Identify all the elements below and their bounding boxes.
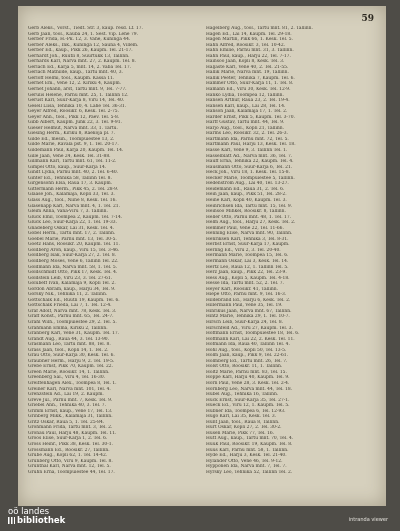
directory-entry: Hoffmann Karl, Lai 22, 2. Kesk. Tel. 11. [206, 336, 295, 342]
directory-entry: Gilde Ed., mesin., Toompuiestee 13, 2. [28, 136, 115, 142]
directory-entry: Greiffenhagen Alex., Toompea 8, Tel. 1. [28, 381, 117, 386]
directory-entry: Hermann Marie, Toompea 15, Tel. 6. [206, 253, 289, 259]
directory-entry: Grünthal Karl, Narva mnt. 12, Tel. 5. [28, 464, 111, 470]
directory-entry: Gerlach Ed., Karja 5, mnt. 14, 2. Vaba Tel. 17. [28, 64, 132, 70]
directory-entry: Goetz Hans, Roosikr. 20, Kaupm. Tel. 11. [28, 242, 120, 248]
directory-entry: Glück Leo, Suur-Karja 22, 1. Tel. 19-33. [28, 220, 118, 226]
directory-entry: Glasenapp Karl, Narva mnt. 4, 1. Tel. 21. [28, 203, 120, 209]
directory-entry: Hütt Aug., kaup., Tartu mnt. 70, Tel. 4. [206, 436, 294, 442]
directory-entry: Hamann Ed., Viru 30, Kesk. Tel. 12-9. [206, 87, 291, 93]
directory-entry: Hemmer Paul, Vene 22, Tel. 11-66. [206, 225, 284, 231]
directory-entry: Harder Ernst, Pikk 5, Kaupm. Tel. 3-70. [206, 114, 295, 120]
directory-entry: Hallik Marie, Narva mnt. 19, Tallinn. [206, 70, 289, 76]
directory-entry: Grohmann Frida, Tartu mnt. 3, Tel. 2. [28, 425, 113, 431]
directory-entry: Gernet Johann, arst, Tartu mnt. 9, Tel. 7-77. [28, 87, 127, 93]
directory-entry: Goldstein Leib, Viru 23, 3. Tel. 27-61. [28, 275, 113, 281]
directory-entry: Hagen Ed., Lai 14, Kaupm. Tel. 29-18. [206, 31, 292, 37]
directory-entry: Hurt Oskar, Kopli 27, 2. Tel. 30-2. [206, 425, 282, 431]
directory-entry: Hainsoo Jaan, Kopli 8, Kesk. Tel. 3. [206, 59, 285, 65]
directory-entry: Gibb Albert, Kaupm. Juhk 22, 3. Tel. 9-91. [28, 120, 122, 126]
directory-entry: Gittermann Herm., Pikk 45, 2. Tel. 28-9. [28, 186, 119, 192]
directory-entry: Gruhn Erna, Toompuiestee 44, Tel. 17. [28, 469, 115, 475]
directory-entry: Hahn Paul, kaup., Harju 22, Tel. 7-17. [206, 53, 291, 59]
directory-entry: Holst Otto, Roosikr. 11, 1. Tallinn. [206, 364, 283, 370]
directory-entry: Hauff Erna, Tehnika 22, Kaupm. Tel. 4. [206, 159, 294, 165]
directory-entry: Heine Karl, Kopli 40, Kaupm. Tel. 3. [206, 197, 287, 203]
directory-entry: Grebe Ernst, Pikk 70, Kaupm. Tel. 22. [28, 364, 113, 370]
directory-entry: Hagelberg Aug., tööl., Tartu mnt. 81, 2. Tallinn. [206, 26, 313, 31]
directory-entry: Grass Jaan, tööl., Kopli 14, 1. Tel. 2. [28, 347, 109, 353]
directory-entry: Grasmann Leo, Tartu mnt. 88, Tel. 8. [28, 342, 111, 348]
directory-entry: Greiner Karl, Narva mnt. 101, Tel. 4. [28, 386, 111, 392]
directory-entry: Geyer Alfred, Roosikr. 6, Kesk. Tel. 2-75. [28, 109, 120, 115]
directory-entry: Hallik Peeter, Tehnika 7, Kaupm. Tel. 6. [206, 75, 295, 81]
directory-entry: Gerb Jaan, tööl., Kauba 24, 1. Sest. Vip. Lehe 79. [28, 31, 139, 37]
directory-entry: Hansen Karl, kaup., Lai 28, Tel. 14. [206, 103, 286, 109]
directory-entry: Hintz Marie, Tehnika 29, 1. Tel. 10-7. [206, 314, 290, 320]
directory-entry: Gerber Aleks., Ink., Kuninga 12, Sauna 4, Villem. [28, 42, 139, 48]
directory-entry: Hagen Martin, Pikk 66, 1. Kesk. Tel. 5. [206, 37, 293, 43]
directory-entry: Hahn Alfred, Roosikr. 3, Tel. 10-42. [206, 42, 286, 48]
directory-entry: Goldberg Aron, kaup., Viru 15, Tel. 3-46. [28, 247, 120, 253]
directory-entry: Hildebrand Ed., Harju 6, Kesk. Tel. 2. [206, 297, 291, 303]
directory-entry: Hylander Otto, Vene 46, Tel. 9-12. [206, 458, 283, 464]
directory-entry: Hanko Lydia, Toompea 12, Tallinn. [206, 92, 284, 98]
directory-entry: Hartmann Paul, Harju 13, Kesk. Tel. 18. [206, 142, 296, 148]
logo-line-1: oö landes [8, 507, 50, 517]
directory-entry: Heinsoo Mihkel, Roosikr. 8, Tallinn. [206, 209, 286, 215]
directory-entry: Hecker Marie, Toompuiestee 5, Tallinn. [206, 175, 295, 181]
scanned-page [18, 6, 386, 506]
directory-entry: Golubeff Ivan, Kalamaja 9, Kopli Tel. 2. [28, 281, 116, 287]
directory-entry: Grandt Aug., Raua 44, 3. Tel. 13-90. [28, 336, 110, 342]
directory-entry: Heyer Karl, Roosikr. 41, Tallinn. [206, 286, 279, 292]
directory-entry: Gerloff Helmi, tööl., Kaupm. Kassa 11. [28, 75, 115, 81]
directory-entry: Glaase Joh., Kalamaja, Kopli 33, Tel. 3. [28, 192, 115, 198]
directory-entry: Herz Jaan, kaup., Pikk 22, Tel. 23-9. [206, 270, 287, 276]
directory-entry: Hubel Aug., Tehnika 16, Tallinn. [206, 392, 279, 398]
directory-entry: Goldschmidt Otto, Pikk 17, Kesk. Tel. 4. [28, 270, 118, 276]
directory-entry: Hyrsky Leo, Tehnika 52, Tallinn Tel. 2. [206, 469, 293, 475]
directory-entry: Gerber Ed., kaup., Pikk 26, Kaupm. Tel. 21-17. [28, 48, 133, 54]
directory-entry: Glass Aug., tööl., Niine 8, Kesk. Tel. 16. [28, 197, 117, 203]
directory-entry: Gieser Helmut, Narva mnt. 33, 1. Tartu. [28, 125, 118, 131]
logo-line-2: bibliothek [17, 516, 66, 526]
directory-entry: Hoppe Karl, Harju 40, Kaupm. Tel. 9. [206, 375, 290, 381]
directory-entry: Huck Ernst, Suur-Karja 35, Tel. 27-1. [206, 397, 290, 403]
directory-entry: Grube Aug., Kopli 62, 1. Tel. 14-42. [28, 453, 108, 459]
directory-entry: Göbel Herm., Tartu mnt. 17, 2. Tallinn. [28, 231, 116, 237]
directory-entry: Hohl Aug., tööl., Kopli 50, Tel. 13-5. [206, 347, 287, 353]
directory-entry: Gillmann Karl, Tartu mnt. 61, Tel. 11-2. [28, 159, 117, 165]
directory-entry: Greenberg Sal., Viru 4, Tel. 16-30. [28, 375, 106, 381]
directory-entry: Graf Adolf, Narva mnt. 78, Kesk. Tel. 3. [28, 308, 117, 314]
right-column [206, 26, 376, 496]
directory-entry: Gerber Frida, H.-Pk. 12, 3. Vahe, Kuninga 44. [28, 37, 131, 43]
directory-entry: Horn Paul, Vene 28, 3. Kesk. Tel. 2-4. [206, 381, 290, 386]
directory-entry: Hammer Otto, Suur-Karja 11, 1. Tel. 8. [206, 81, 294, 87]
directory-entry: Hillermann Paul, Vene 35, Tel. 19. [206, 303, 283, 309]
directory-entry: Hahn Emilie, Pärnu mnt. 31, 3. Tallinn. [206, 48, 294, 54]
directory-entry: Goldberg Moses, Vene 6, Tallinn Tel. 22. [28, 258, 119, 264]
directory-entry: Gimpel Otto, kaup., Suur-Karja 14. [28, 164, 107, 170]
directory-entry: Gilde Marie, Rävala pst. 9, 1. Tel. 20-17. [28, 142, 119, 148]
directory-entry: Ginter Ed., Tehnika 58, Tallinn Tel. 8. [28, 175, 112, 181]
directory-entry: Harjo Aug., tööl., Kopli 21, Tallinn. [206, 125, 284, 131]
directory-entry: Geyer Ann., tööl., Pikk 12, Päev. Tel. 5-8. [28, 114, 120, 120]
directory-entry: Gross Heinr., Pikk 38, Kesk. Tel. 30-1. [28, 442, 113, 448]
directory-entry: Heidemann Ed., Raua 31, 2. Tel. 6. [206, 186, 285, 192]
directory-entry: Green Marie, Roosikr. 14, 1. Tallinn. [28, 369, 110, 375]
directory-entry: Gindt Lydia, Pärnu mnt. 40, 2. Tel. 6-40. [28, 170, 119, 176]
directory-entry: Heinrichsen Ida, Tartu mnt. 15, Tel. 9. [206, 203, 293, 209]
library-logo[interactable] [8, 508, 65, 526]
directory-entry: Gottschalk Frieda, Lai 7, 1. Tel. 12-4. [28, 303, 112, 309]
directory-entry: Harff Gustav, Tartu mnt. 44, Tel. 9. [206, 120, 285, 126]
directory-entry: Heller Otto, Pärnu mnt. 48, 1. Tel. 17. [206, 214, 292, 220]
directory-entry: Grinberg Mikk., Kalamaja 31, Tallinn. [28, 414, 113, 420]
directory-entry: Hübner Ida, Toompea 6, Tel. 12-93. [206, 408, 286, 414]
directory-entry: Gritz Oskar, Raua 5, 1. Tel. 25-84. [28, 419, 105, 425]
directory-entry: Hansen Arthur, Raua 23, 2. Tel. 19-4. [206, 98, 290, 104]
directory-entry: Gille Jaan, Vene 24, Kesk. Tel. 31-88. [28, 153, 111, 159]
page-number: 59 [361, 14, 374, 24]
directory-entry: Hermann Oskar, Lai 3, Kesk. Tel. 14. [206, 258, 289, 264]
directory-entry: Hertz Leo, Raua 12, 1. Tallinn Tel. 5. [206, 264, 289, 270]
directory-entry: Hiepe Otto, Pärnu mnt. 9, Tel. 16-3. [206, 292, 287, 298]
directory-entry: Gleim Anna, Vana-Viru 7, 3. Tallinn. [28, 209, 108, 215]
directory-entry: Girgensohn Elsa, Raua 17, 3. Kaupm. [28, 181, 113, 187]
directory-entry: Gottschalk Ed., Rüütli 19, Kaupm. Tel. 6. [28, 297, 120, 303]
directory-entry: Goebel Marie, Pärnu mnt. 13, Tel. 30-5. [28, 236, 117, 242]
directory-entry: Gerhardt Joh., Rüütli 8, Suurtükk 13, Tallinn. [28, 53, 130, 59]
directory-entry: Groos Elise, Suur-Karja 1, 2. Tel. 6. [28, 436, 108, 442]
directory-entry: Hoffmann Ernst, Toompuiestee 18, Tel. 6. [206, 331, 300, 337]
directory-entry: Hirschfeld Ad., Viru 27, Kaupm. Tel. 3. [206, 325, 293, 331]
directory-entry: Grossmann Ed., Roosikr. 27, Tallinn. [28, 447, 110, 453]
directory-entry: Gerlach Mathilde, kaup., Tartu mnt. 40, 3. [28, 70, 123, 76]
directory-entry: Glück Emil, Toompea 2, Kaupm. Tel. 7-14. [28, 214, 123, 220]
directory-entry: Hüüs Karl, Pärnu mnt. 58, 1. Tallinn. [206, 447, 289, 453]
directory-entry: Hasselblatt Ad., Narva mnt. 36, Tel. 7. [206, 153, 293, 159]
directory-entry: Gorsky Nik., Tehnika 11, 2. Tallinn. [28, 292, 108, 298]
directory-entry: Grimm Ernst, kaup., Vene 17, Tel. 13. [28, 408, 113, 414]
left-column [28, 26, 198, 496]
directory-entry: Gildemann Paul, Karja 20, Kaupm. Tel. 14. [28, 148, 124, 154]
directory-entry: Helm Aug., tööl., Harju 27, Kesk. Tel. 2. [206, 220, 296, 226]
directory-entry: Herling Ed., Viru 2, 3. Tel. 20-40. [206, 247, 281, 253]
directory-entry: Holtz Marie, Pärnu mnt. 83, Tel. 15. [206, 369, 287, 375]
directory-entry: Gnadeberg Oskar, Lai 31, Kesk. Tel. 4. [28, 225, 115, 231]
directory-entry: Goldberg Isak, Suur-Karja 27, 2. Tel. 8. [28, 253, 117, 259]
directory-entry: Henriksen Karl, Tehnika 3, Tel. 8-31. [206, 236, 289, 242]
directory-entry: Holmberg Ed., Tartu mnt. 26, Tel. 7. [206, 358, 288, 364]
directory-entry: Hueck Ed., Viru 12, 1. Kaupm. Tel. 5. [206, 403, 290, 409]
directory-entry: Griebel Ann., Tehnika 40, 3. Tel. 7. [28, 403, 107, 409]
directory-entry: Hypponen Ida, Narva mnt. 7, Tel. 7. [206, 464, 287, 470]
directory-entry: Grünberg Otto, Viru 9, Kaupm. Tel. 8. [28, 458, 113, 464]
directory-entry: Husen Marie, Pikk 77, Tel. 16. [206, 430, 275, 436]
directory-entry: Hein Jaan, kaup., Pikk 51, Tel. 28-2. [206, 192, 287, 198]
directory-entry: Henning Elise, Narva mnt. 90, Tallinn. [206, 231, 293, 237]
directory-entry: Hyde Ed., Harju 3, Kesk. Tel. 21-40. [206, 453, 287, 459]
viewer-credit[interactable]: intranda viewer [348, 517, 388, 523]
directory-entry: Greve Jul., Pärnu mnt. 7, Kesk. Tel. 9. [28, 397, 113, 403]
directory-entry: Gordon Abram, kaup., Harju 34, Tel. 9. [28, 286, 116, 292]
directory-entry: Gerhards Karl, Narva mnt. 27, 2. Kaupm. Tel. 8. [28, 59, 136, 65]
directory-entry: Grenzstein Ad., Lai 19, 2. Kaupm. [28, 392, 104, 398]
directory-entry: Gerust Karl, Suur-Karja 8, Viru 14, Tel. 40. [28, 98, 125, 104]
directory-entry: Hausmann Otto, Suur-Karja 6, Tel. 21. [206, 164, 293, 170]
directory-entry: Hanson Jaan, Kalamaja 17, 1. Tel. 2. [206, 109, 288, 115]
directory-entry: Giesing Herm., Kiriku 8, Raekoja pl. 7. [28, 131, 116, 137]
directory-entry: Gerulis Helene, Pärnu mnt. 25, 1. Tallinn 12. [28, 92, 129, 98]
directory-entry: Graubner Herm., Harju 9, 2. Tel. 19-5. [28, 358, 115, 364]
directory-entry: Huuk Paul, Roosikr. 19, Kaupm. Tel. 8. [206, 442, 293, 448]
directory-entry: Heck Joh., Viru 18, 1. Kesk. Tel. 15-8. [206, 170, 291, 176]
directory-entry: Hess Aug., Kopli 5, Kaupm. Tel. 4-18. [206, 275, 290, 281]
directory-entry: Hedenström Aug., Lai 40, Tel. 13-27. [206, 181, 289, 187]
directory-entry: Grahl Wilh., Toompuiestee 29, 2. Tel. 5. [28, 319, 117, 325]
directory-entry: Graff Konst., Pärnu mnt. 65, Tel. 24-7. [28, 314, 114, 320]
directory-entry: Hirsch Leib, Suur-Karja 24, Tel. 8. [206, 319, 284, 325]
directory-entry: Grau Otto, Suur-Karja 30, Kesk. Tel. 6. [28, 353, 115, 359]
directory-entry: Gerb Aleks., Vorst., Tiedt. Str. 3, kaup. resd. Lf. 17. [28, 26, 143, 31]
logo-bars-icon [8, 517, 15, 524]
directory-entry: Hofmann Ida, Raua 40, Tallinn Tel. 4. [206, 342, 290, 348]
directory-entry: Grahmann Emma, Kiriku 2, Tallinn. [28, 325, 108, 331]
directory-entry: Gesell Liisa, Tehnika 10, 4. Lahe Tel. 36-31. [28, 103, 127, 109]
directory-entry: Goldmann Ida, Narva mnt. 58, 1. Tel. 5. [28, 264, 118, 270]
directory-entry: Gronau Paul, Harju 48, Kaupm. Tel. 11. [28, 430, 117, 436]
directory-entry: Hesse Ida, Tartu mnt. 52, 2. Tel. 7. [206, 281, 284, 287]
directory-entry: Hornberg Leo, Narva mnt. 44, Tel. 18. [206, 386, 293, 392]
directory-entry: Hinrikus Jaan, Narva mnt. 67, Tallinn. [206, 308, 292, 314]
directory-entry: Hunt Jaan, tööl., Raua 8, Tallinn. [206, 419, 280, 425]
directory-entry: Hartmann Ida, Pärnu mnt. 72, Tel. 5. [206, 136, 289, 142]
directory-entry: Hugo Karl, Lai 35, Kesk. Tel. 3. [206, 414, 277, 420]
directory-entry: Granberg Karl, Vene 31, Kaupm. Tel. 17. [28, 331, 120, 337]
directory-entry: Holm Jaan, kaup., Pikk 9, Tel. 22-61. [206, 353, 288, 359]
directory-entry: Herbst Ernst, Suur-Karja 17, Kaupm. [206, 242, 290, 248]
directory-entry: Gernet Em., Vene 12, 2. Kiriku 4, Kaupm. [28, 81, 122, 87]
directory-entry: Hasse Karl, Vene 9, 3. Tallinn Tel. 1. [206, 148, 288, 154]
directory-entry: Haljaste Karl, Vene 40, 2. Tel. 21-55. [206, 64, 289, 70]
directory-entry: Harms Leo, Roosikr. 32, 2. Tel. 26-3. [206, 131, 288, 137]
